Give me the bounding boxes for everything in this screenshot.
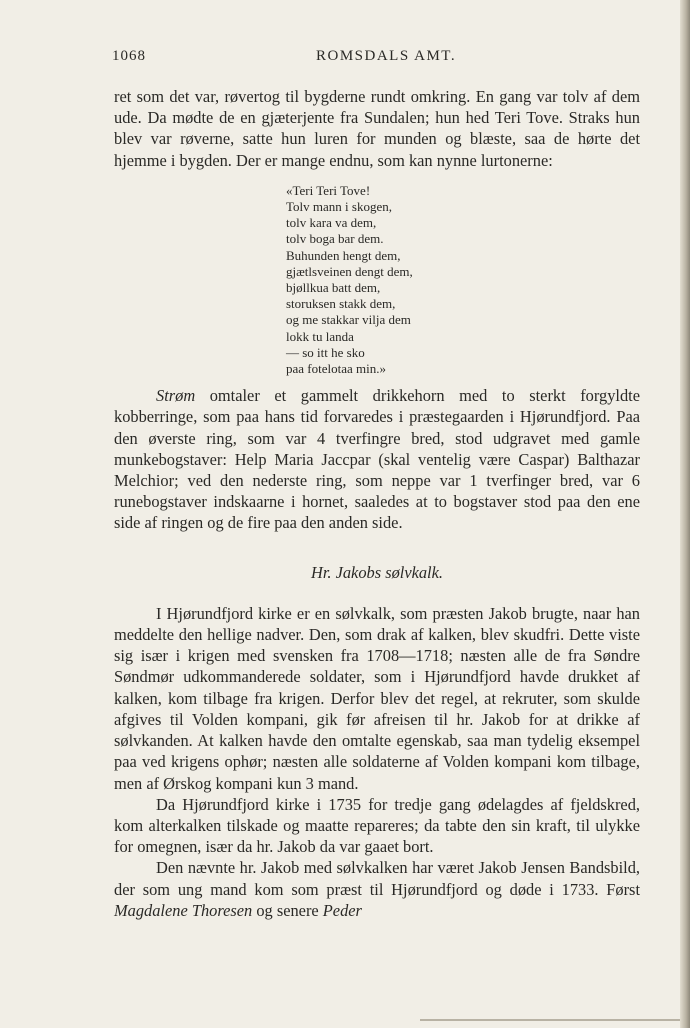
- page-body: [114, 86, 640, 921]
- author-name-strom: Strøm: [156, 386, 196, 406]
- poem-line: Tolv mann i skogen,: [286, 199, 392, 215]
- poem-line: tolv kara va dem,: [286, 215, 377, 231]
- author-name-thoresen: Magdalene Thoresen: [114, 900, 253, 920]
- poem-line: paa fotelotaa min.»: [286, 361, 386, 377]
- page-number: 1068: [112, 48, 146, 64]
- poem-line: «Teri Teri Tove!: [286, 182, 371, 198]
- poem-line: gjætlsveinen dengt dem,: [286, 263, 413, 279]
- poem-line: og me stakkar vilja dem: [286, 312, 411, 328]
- paragraph-jakob-jensen: [114, 857, 640, 921]
- poem-line: storuksen stakk dem,: [286, 296, 396, 312]
- paragraph-drinking-horn: [114, 385, 640, 533]
- page-header: [108, 48, 643, 68]
- paragraph-landslide: Da Hjørundfjord kirke i 1735 for tredje gang ødelagdes af fjeldskred, kom alterkalken tilskade og maatte repareres; da tabte den sin kraft, til ulykke for omegnen, især da hr. Jakob da var gaaet bort.: [114, 794, 640, 857]
- poem-line: lokk tu landa: [286, 328, 354, 344]
- paragraph-drinking-horn-text: omtaler et gammelt drikkehorn med to sterkt forgyldte kobberringe, som paa hans tid forvaredes i præstegaarden i Hjørundfjord. Paa den øverste ring, som var 4 tverfingre bred, stod udgravet med gamle munkebogstaver: Help Maria Jaccpar (skal ventelig være Caspar) Balthazar Melchior; ved den nederste ring, som neppe var 1 tverfinger bred, var 6 runebogstaver indskaarne i hornet, saaledes at to bogstaver stod paa den ene side af ringen og de fire paa den anden side.: [114, 386, 640, 533]
- poem-line: bjøllkua batt dem,: [286, 280, 381, 296]
- paragraph-silver-chalice: I Hjørundfjord kirke er en sølvkalk, som præsten Jakob brugte, naar han meddelte den hellige nadver. Den, som drak af kalken, blev skudfri. Dette viste sig især i krigen med svensken fra 1708—1718; næsten alle de fra Søndre Søndmør udkommanderede soldater, som i Hjørundfjord havde drukket af kalken, kom tilbage fra krigen. Derfor blev det regel, at rekruter, som skulde afgives til Volden kompani, gik før afreisen til hr. Jakob for at drikke af sølvkanden. At kalken havde den omtalte egenskab, saa man tydelig eksempel paa ved krigens ophør; næsten alle soldaterne af Volden kompani kom tilbage, men af Ørskog kompani kun 3 mand.: [114, 603, 640, 793]
- running-title: ROMSDALS AMT.: [316, 48, 457, 64]
- poem-line: Buhunden hengt dem,: [286, 247, 401, 263]
- page-edge: [680, 0, 690, 1028]
- paragraph-jakob-jensen-text-a: Den nævnte hr. Jakob med sølvkalken har været Jakob Jensen Bandsbild, der som ung mand kom som præst til Hjørundfjord og døde i 1733. Først: [114, 858, 640, 899]
- author-name-peder: Peder: [322, 900, 362, 920]
- poem-line: tolv boga bar dem.: [286, 231, 384, 247]
- paragraph-jakob-jensen-text-b: og senere: [252, 900, 323, 920]
- poem-line: — so itt he sko: [286, 344, 365, 360]
- page-bottom-rule: [420, 1019, 680, 1021]
- section-heading: Hr. Jakobs sølvkalk.: [310, 562, 443, 582]
- paragraph-teri-tove: ret som det var, røvertog til bygderne rundt omkring. En gang var tolv af dem ude. Da mødte de en gjæterjente fra Sundalen; hun hed Teri Tove. Straks hun blev var røverne, satte hun luren for munden og blæste, saa de hørte det hjemme i bygden. Der er mange endnu, som kan nynne lurtonerne:: [114, 87, 640, 170]
- poem: [286, 183, 640, 377]
